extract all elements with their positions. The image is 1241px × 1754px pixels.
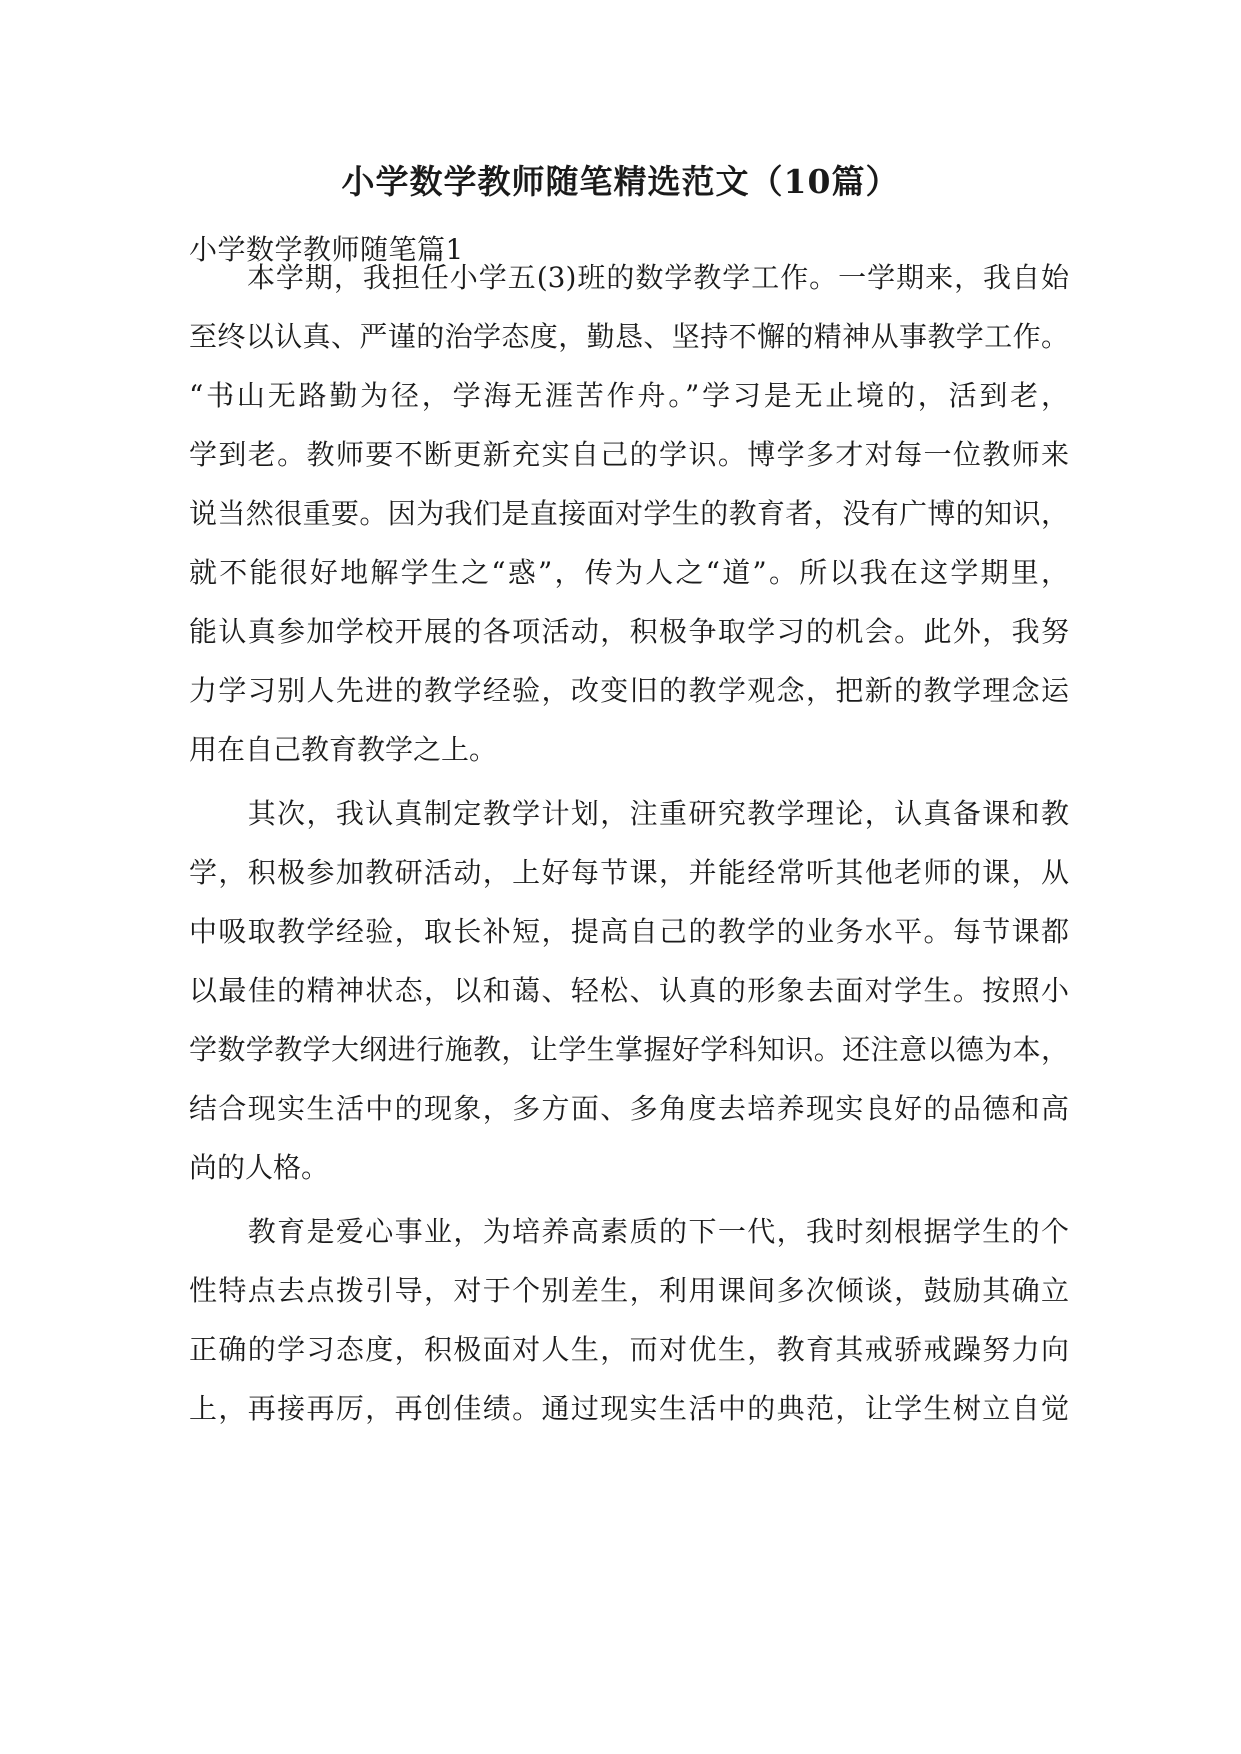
paragraph-line: 性特点去点拨引导，对于个别差生，利用课间多次倾谈，鼓励其确立 [189, 1274, 1069, 1307]
paragraph-line: 中吸取教学经验，取长补短，提高自己的教学的业务水平。每节课都 [189, 915, 1069, 948]
paragraph-line: 学数学教学大纲进行施教，让学生掌握好学科知识。还注意以德为本， [189, 1033, 1069, 1066]
paragraph-line: 就不能很好地解学生之“惑”，传为人之“道”。所以我在这学期里， [189, 556, 1069, 589]
paragraph-line: 用在自己教育教学之上。 [189, 733, 498, 766]
paragraph-line: 教育是爱心事业，为培养高素质的下一代，我时刻根据学生的个 [189, 1215, 1069, 1248]
paragraph-line: 本学期，我担任小学五(3)班的数学教学工作。一学期来，我自始 [189, 261, 1069, 294]
paragraph-line: 上，再接再厉，再创佳绩。通过现实生活中的典范，让学生树立自觉 [189, 1392, 1069, 1425]
paragraph-line: 学到老。教师要不断更新充实自己的学识。博学多才对每一位教师来 [189, 438, 1069, 471]
paragraph-line: 力学习别人先进的教学经验，改变旧的教学观念，把新的教学理念运 [189, 674, 1069, 707]
paragraph-line: 尚的人格。 [189, 1151, 330, 1184]
paragraph-line: 能认真参加学校开展的各项活动，积极争取学习的机会。此外，我努 [189, 615, 1069, 648]
paragraph-line: 结合现实生活中的现象，多方面、多角度去培养现实良好的品德和高 [189, 1092, 1069, 1125]
paragraph-line: “书山无路勤为径，学海无涯苦作舟。”学习是无止境的，活到老， [189, 379, 1069, 412]
paragraph-line: 说当然很重要。因为我们是直接面对学生的教育者，没有广博的知识， [189, 497, 1069, 530]
paragraph-line: 学，积极参加教研活动，上好每节课，并能经常听其他老师的课，从 [189, 856, 1069, 889]
paragraph-line: 正确的学习态度，积极面对人生，而对优生，教育其戒骄戒躁努力向 [189, 1333, 1069, 1366]
section-heading: 小学数学教师随笔篇1 [189, 233, 464, 266]
document-title: 小学数学教师随笔精选范文（10篇） [341, 162, 900, 201]
paragraph-line: 至终以认真、严谨的治学态度，勤恳、坚持不懈的精神从事教学工作。 [189, 320, 1069, 353]
paragraph-line: 其次，我认真制定教学计划，注重研究教学理论，认真备课和教 [189, 797, 1069, 830]
paragraph-line: 以最佳的精神状态，以和蔼、轻松、认真的形象去面对学生。按照小 [189, 974, 1069, 1007]
